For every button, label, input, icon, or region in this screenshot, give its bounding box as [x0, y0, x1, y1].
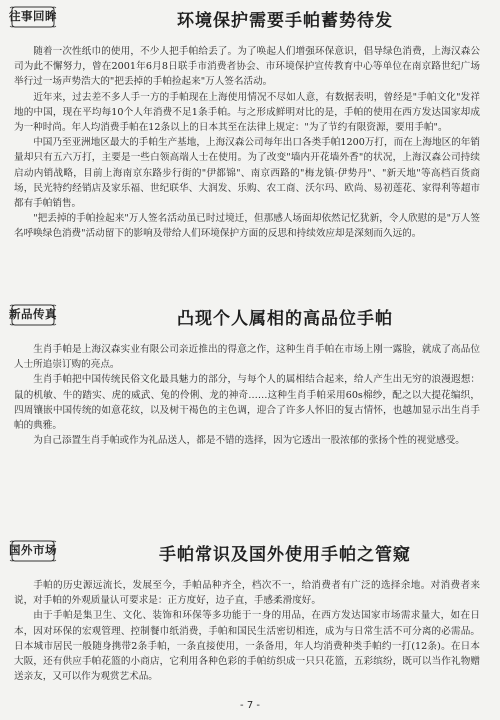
section-foreign-market — [0, 538, 500, 684]
section-header — [0, 4, 500, 44]
page-number: - 7 - — [240, 700, 260, 711]
section-body — [14, 44, 480, 242]
section-header — [0, 302, 500, 342]
paragraph: "把丢掉的手帕捡起来"万人签名活动虽已时过境迁，但那感人场面却依然记忆犹新，令人欣慰的是"万人签名呼唤绿色消费"活动留下的影响及带给人们环境保护方面的反思和持续效应却是深刻而久远的。 — [14, 213, 480, 240]
section-body — [14, 578, 480, 684]
paragraph: 由于手帕是集卫生、文化、装饰和环保等多功能于一身的用品，在西方发达国家市场需求量大，如在日本，因对环保的宏观管理、控制餐巾纸消费，手帕和国民生活密切相连，成为与日常生活不可分离的必需品。日本城市居民一般随身携带2条手帕，一条直接使用，一条备用，年人均消费种类手帕约一打(12条)。在日本大阪，还有供应手帕花篮的小商店，它利用各种色彩的手帕纺织成一只只花篮，五彩缤纷，既可以当作礼物赠送亲友，又可以作为观赏艺术品。 — [14, 610, 480, 683]
paragraph: 中国乃至亚洲地区最大的手帕生产基地，上海汉森公司每年出口各类手帕1200万打，而在上海地区的年销量却只有五六万打，主要是一些白领高端人士在使用。为了改变"墙内开花墙外香"的状况，上海汉森公司持续启动内销战略，目前上海南京东路步行街的"伊都锦"、南京西路的"梅龙镇·伊势丹"、"新天地"等高档百货商场，民光特约经销店及家乐福、世纪联华、大润发、乐购、农工商、沃尔玛、欧尚、易初莲花、家得利等超市都有手帕销售。 — [14, 137, 480, 210]
paragraph: 近年来，过去差不多人手一方的手帕现在上海使用情况不尽如人意，有数据表明，曾经是"手帕文化"发祥地的中国，现在平均每10个人年消费不足1条手帕。与之形成鲜明对比的是，手帕的使用在西方发达国家却成为一种时尚。年人均消费手帕在12条以上的日本其至在法律上规定："为了节约有限资源，要用手帕"。 — [14, 91, 480, 134]
section-header — [0, 538, 500, 578]
section-tag — [9, 302, 57, 328]
section-tag-label: 往事回眸 — [9, 9, 57, 23]
paragraph: 为自己添置生肖手帕或作为礼品送人，都是不错的选择，因为它透出一股浓郁的张扬个性的视觉感受。 — [33, 435, 465, 447]
paragraph: 手帕的历史源远流长，发展至今，手帕品种齐全，档次不一，给消费者有广泛的选择余地。对消费者来说，对手帕的外观质量认可要求是：正方度好，边子直，手感柔滑度好。 — [14, 580, 480, 607]
section-tag-label: 国外市场 — [9, 543, 57, 557]
section-title: 环境保护需要手帕蓄势待发 — [177, 11, 393, 31]
section-tag — [9, 4, 57, 30]
paragraph: 生肖手帕把中国传统民俗文化最具魅力的部分，与每个人的属相结合起来，给人产生出无穷的浪漫遐想：鼠的机敏、牛的踏实、虎的威武、兔的伶俐、龙的神奇……这种生肖手帕采用60s棉纱，配之以大提花编织，四周镶嵌中国传统的如意花纹，以及树干褐色的主色调，迎合了许多人怀旧的复古情怀，也越加显示出生肖手帕的典雅。 — [14, 374, 480, 432]
paragraph: 生肖手帕是上海汉森实业有限公司亲近推出的得意之作，这种生肖手帕在市场上刚一露脸，就成了高品位人士所追崇订购的亮点。 — [14, 344, 480, 371]
section-body — [14, 342, 480, 448]
paragraph: 随着一次性纸巾的使用，不少人把手帕给丢了。为了唤起人们增强环保意识，倡导绿色消费，上海汉森公司为此不懈努力，曾在2001年6月8日联手市消费者协会、市环境保护宣传教育中心等单位在南京路世纪广场举行过一场声势浩大的"把丢掉的手帕捡起来"万人签名活动。 — [14, 46, 480, 88]
section-title: 手帕常识及国外使用手帕之管窥 — [159, 545, 411, 565]
section-history — [0, 4, 500, 242]
section-tag-label: 新品传真 — [9, 307, 57, 321]
section-title: 凸现个人属相的高品位手帕 — [177, 309, 393, 329]
section-tag — [9, 538, 57, 564]
section-new-product — [0, 302, 500, 448]
